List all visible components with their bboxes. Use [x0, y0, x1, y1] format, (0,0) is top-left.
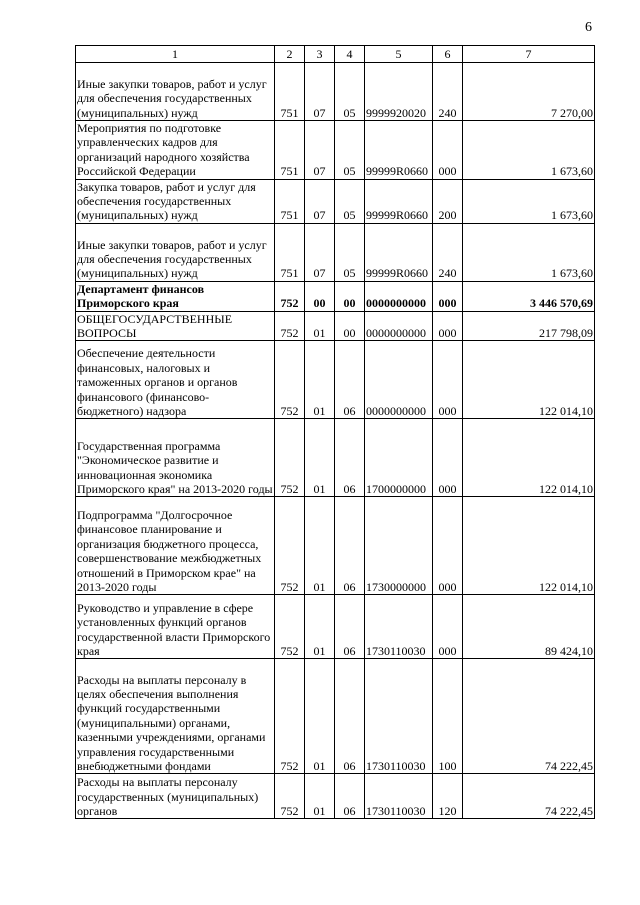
table-row — [76, 223, 595, 281]
row-section-cell: 01 — [305, 659, 335, 774]
row-name-cell: Обеспечение деятельности финансовых, налоговых и таможенных органов и органов финансового (финансово-бюджетного) надзора — [76, 341, 275, 419]
row-name-cell: Иные закупки товаров, работ и услуг для обеспечения государственных (муниципальных) нужд — [76, 63, 275, 121]
row-grbs-cell: 751 — [275, 223, 305, 281]
row-grbs-cell: 751 — [275, 179, 305, 223]
row-expense-type-cell: 000 — [433, 121, 463, 180]
row-grbs-cell: 752 — [275, 419, 305, 497]
row-amount-cell: 74 222,45 — [463, 774, 595, 819]
row-amount-cell: 1 673,60 — [463, 223, 595, 281]
row-section-cell: 01 — [305, 311, 335, 341]
row-name-cell: Подпрограмма "Долгосрочное финансовое планирование и организация бюджетного процесса, совершенствование межбюджетных отношений в Приморском крае" на 2013-2020 годы — [76, 497, 275, 595]
row-amount-cell: 1 673,60 — [463, 179, 595, 223]
row-name-cell: Иные закупки товаров, работ и услуг для обеспечения государственных (муниципальных) нужд — [76, 223, 275, 281]
row-name-cell: Закупка товаров, работ и услуг для обеспечения государственных (муниципальных) нужд — [76, 179, 275, 223]
row-subsection-cell: 05 — [335, 179, 365, 223]
row-grbs-cell: 752 — [275, 311, 305, 341]
row-subsection-cell: 06 — [335, 497, 365, 595]
table-row — [76, 341, 595, 419]
header-cell-amount: 7 — [463, 46, 595, 63]
row-target-article-cell: 0000000000 — [365, 341, 433, 419]
row-name-cell: Расходы на выплаты персоналу в целях обеспечения выполнения функций государственными (муниципальными) органами, казенными учреждениями, органами управления государственными внебюджетными фондами — [76, 659, 275, 774]
row-amount-cell: 122 014,10 — [463, 341, 595, 419]
row-grbs-cell: 752 — [275, 497, 305, 595]
row-subsection-cell: 06 — [335, 341, 365, 419]
row-amount-cell: 217 798,09 — [463, 311, 595, 341]
row-grbs-cell: 751 — [275, 63, 305, 121]
row-target-article-cell: 99999R0660 — [365, 179, 433, 223]
row-expense-type-cell: 240 — [433, 63, 463, 121]
row-subsection-cell: 06 — [335, 774, 365, 819]
page-number: 6 — [585, 20, 592, 35]
row-target-article-cell: 1730000000 — [365, 497, 433, 595]
row-target-article-cell: 1730110030 — [365, 774, 433, 819]
table-row — [76, 595, 595, 659]
row-name-cell: Департамент финансов Приморского края — [76, 281, 275, 311]
table-row — [76, 497, 595, 595]
row-expense-type-cell: 000 — [433, 595, 463, 659]
row-target-article-cell: 1730110030 — [365, 659, 433, 774]
row-target-article-cell: 99999R0660 — [365, 223, 433, 281]
row-expense-type-cell: 240 — [433, 223, 463, 281]
row-name-cell: Расходы на выплаты персоналу государственных (муниципальных) органов — [76, 774, 275, 819]
row-section-cell: 07 — [305, 63, 335, 121]
row-section-cell: 01 — [305, 595, 335, 659]
header-cell-target-article: 5 — [365, 46, 433, 63]
row-section-cell: 00 — [305, 281, 335, 311]
row-amount-cell: 89 424,10 — [463, 595, 595, 659]
row-amount-cell: 122 014,10 — [463, 419, 595, 497]
row-amount-cell: 122 014,10 — [463, 497, 595, 595]
row-section-cell: 01 — [305, 497, 335, 595]
row-amount-cell: 7 270,00 — [463, 63, 595, 121]
header-cell-expense-type: 6 — [433, 46, 463, 63]
row-expense-type-cell: 000 — [433, 341, 463, 419]
row-grbs-cell: 752 — [275, 281, 305, 311]
row-name-cell: Мероприятия по подготовке управленческих кадров для организаций народного хозяйства Российской Федерации — [76, 121, 275, 180]
row-target-article-cell: 9999920020 — [365, 63, 433, 121]
row-section-cell: 07 — [305, 179, 335, 223]
table-row — [76, 121, 595, 180]
row-section-cell: 07 — [305, 223, 335, 281]
row-subsection-cell: 06 — [335, 419, 365, 497]
header-cell-name: 1 — [76, 46, 275, 63]
row-section-cell: 01 — [305, 341, 335, 419]
row-expense-type-cell: 000 — [433, 311, 463, 341]
row-target-article-cell: 99999R0660 — [365, 121, 433, 180]
row-expense-type-cell: 000 — [433, 281, 463, 311]
row-subsection-cell: 06 — [335, 659, 365, 774]
row-subsection-cell: 06 — [335, 595, 365, 659]
row-expense-type-cell: 120 — [433, 774, 463, 819]
row-subsection-cell: 00 — [335, 281, 365, 311]
row-grbs-cell: 752 — [275, 659, 305, 774]
table-row — [76, 179, 595, 223]
row-name-cell: Государственная программа "Экономическое развитие и инновационная экономика Приморского края" на 2013-2020 годы — [76, 419, 275, 497]
table-row — [76, 311, 595, 341]
row-expense-type-cell: 000 — [433, 419, 463, 497]
table-row — [76, 281, 595, 311]
header-cell-section: 3 — [305, 46, 335, 63]
row-target-article-cell: 1700000000 — [365, 419, 433, 497]
row-name-cell: Руководство и управление в сфере установленных функций органов государственной власти Приморского края — [76, 595, 275, 659]
row-amount-cell: 3 446 570,69 — [463, 281, 595, 311]
row-expense-type-cell: 000 — [433, 497, 463, 595]
row-name-cell: ОБЩЕГОСУДАРСТВЕННЫЕ ВОПРОСЫ — [76, 311, 275, 341]
row-subsection-cell: 05 — [335, 63, 365, 121]
row-grbs-cell: 752 — [275, 341, 305, 419]
row-expense-type-cell: 100 — [433, 659, 463, 774]
table-row — [76, 419, 595, 497]
header-cell-grbs: 2 — [275, 46, 305, 63]
row-grbs-cell: 752 — [275, 595, 305, 659]
row-subsection-cell: 05 — [335, 223, 365, 281]
row-expense-type-cell: 200 — [433, 179, 463, 223]
row-grbs-cell: 752 — [275, 774, 305, 819]
row-grbs-cell: 751 — [275, 121, 305, 180]
row-amount-cell: 1 673,60 — [463, 121, 595, 180]
row-section-cell: 01 — [305, 774, 335, 819]
row-section-cell: 07 — [305, 121, 335, 180]
row-target-article-cell: 0000000000 — [365, 281, 433, 311]
row-subsection-cell: 00 — [335, 311, 365, 341]
row-target-article-cell: 1730110030 — [365, 595, 433, 659]
row-amount-cell: 74 222,45 — [463, 659, 595, 774]
header-cell-subsection: 4 — [335, 46, 365, 63]
row-section-cell: 01 — [305, 419, 335, 497]
table-row — [76, 63, 595, 121]
row-subsection-cell: 05 — [335, 121, 365, 180]
budget-table — [75, 45, 595, 819]
header-row — [76, 46, 595, 63]
table-row — [76, 774, 595, 819]
row-target-article-cell: 0000000000 — [365, 311, 433, 341]
table-row — [76, 659, 595, 774]
